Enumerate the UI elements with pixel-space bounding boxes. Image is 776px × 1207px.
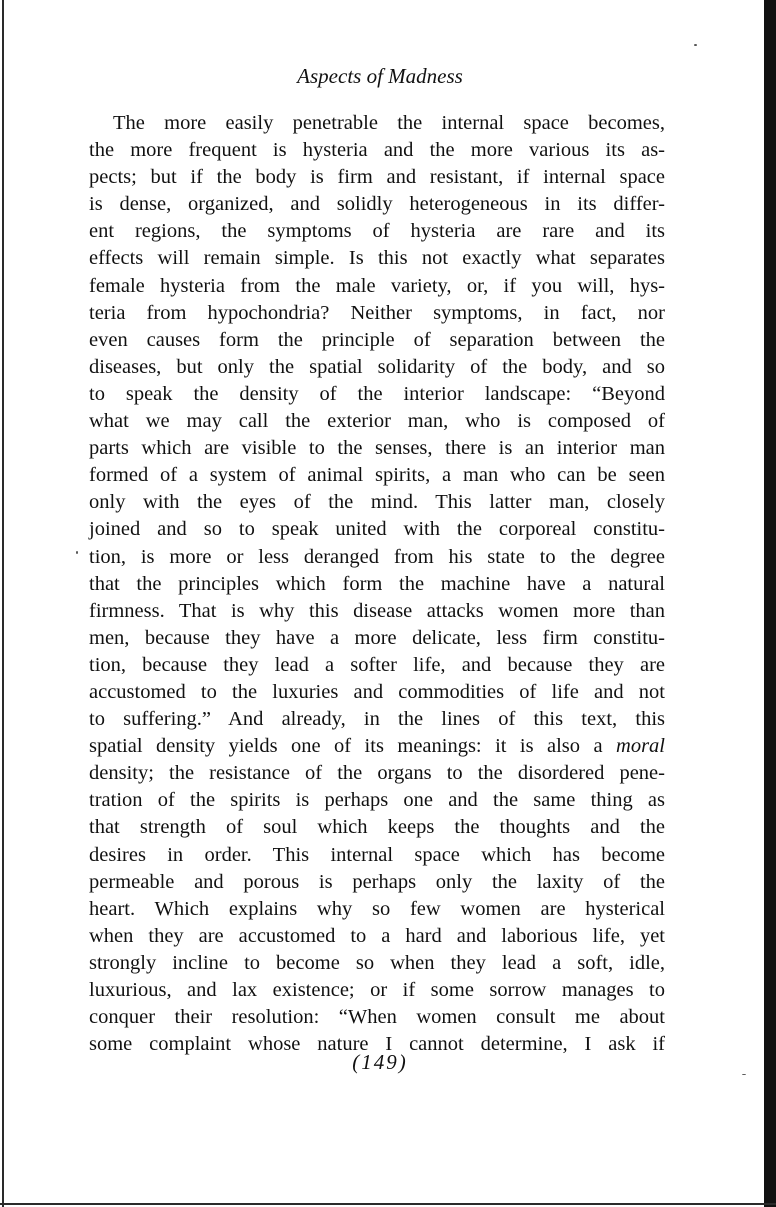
text-line: only with the eyes of the mind. This latter man, closely <box>89 491 665 514</box>
text-line: strongly incline to become so when they lead a soft, idle, <box>89 951 665 974</box>
page-right-edge <box>764 0 776 1207</box>
text-line: luxurious, and lax existence; or if some sorrow manages to <box>89 979 665 1001</box>
text-line: some complaint whose nature I cannot determine, I ask if <box>89 1033 665 1056</box>
text-line: is dense, organized, and solidly heterogeneous in its differ- <box>89 193 665 216</box>
text-line: even causes form the principle of separation between the <box>89 328 665 351</box>
text-line: firmness. That is why this disease attacks women more than <box>89 599 665 622</box>
text-line: pects; but if the body is firm and resistant, if internal space <box>89 166 665 189</box>
text-line: to speak the density of the interior landscape: “Beyond <box>89 382 665 405</box>
text-line: tration of the spirits is perhaps one and the same thing as <box>89 789 665 812</box>
text-line-with-emphasis <box>89 733 665 760</box>
text-line: teria from hypochondria? Neither symptoms, in fact, nor <box>89 301 665 324</box>
text-line: that the principles which form the machine have a natural <box>89 572 665 595</box>
text-line: ent regions, the symptoms of hysteria are rare and its <box>89 220 665 243</box>
text-line: parts which are visible to the senses, there is an interior man <box>89 437 665 460</box>
text-line: accustomed to the luxuries and commodities of life and not <box>89 680 665 703</box>
body-text <box>89 110 665 1058</box>
text-line: diseases, but only the spatial solidarity of the body, and so <box>89 355 665 378</box>
text-line: tion, because they lead a softer life, and because they are <box>89 653 665 676</box>
text-line: when they are accustomed to a hard and laborious life, yet <box>89 924 665 947</box>
scan-speck <box>694 44 697 46</box>
page-left-edge <box>2 0 4 1207</box>
text-line: The more easily penetrable the internal space becomes, <box>113 112 665 134</box>
text-line: effects will remain simple. Is this not exactly what separates <box>89 247 665 270</box>
text-line: permeable and porous is perhaps only the laxity of the <box>89 870 665 893</box>
page-bottom-edge <box>0 1203 776 1205</box>
text-line: what we may call the exterior man, who is composed of <box>89 410 665 433</box>
text-line: density; the resistance of the organs to the disordered pene- <box>89 762 665 785</box>
text-line: formed of a system of animal spirits, a man who can be seen <box>89 464 665 487</box>
page-number: (149) <box>352 1050 408 1074</box>
text-line: to suffering.” And already, in the lines of this text, this <box>89 708 665 731</box>
text-line: men, because they have a more delicate, less firm constitu- <box>89 626 665 649</box>
text-line: desires in order. This internal space which has become <box>89 843 665 866</box>
text-line: tion, is more or less deranged from his state to the degree <box>89 545 665 568</box>
text-line-part: spatial density yields one of its meanings: it is also a <box>89 735 603 758</box>
text-line: that strength of soul which keeps the thoughts and the <box>89 816 665 839</box>
text-line: conquer their resolution: “When women consult me about <box>89 1006 665 1029</box>
text-line: the more frequent is hysteria and the more various its as- <box>89 139 665 162</box>
text-line: female hysteria from the male variety, or, if you will, hys- <box>89 274 665 297</box>
text-line: joined and so to speak united with the corporeal constitu- <box>89 518 665 541</box>
scan-speck <box>76 551 78 554</box>
emphasized-word: moral <box>616 735 665 758</box>
running-head: Aspects of Madness <box>297 64 463 88</box>
text-line: heart. Which explains why so few women are hysterical <box>89 897 665 920</box>
